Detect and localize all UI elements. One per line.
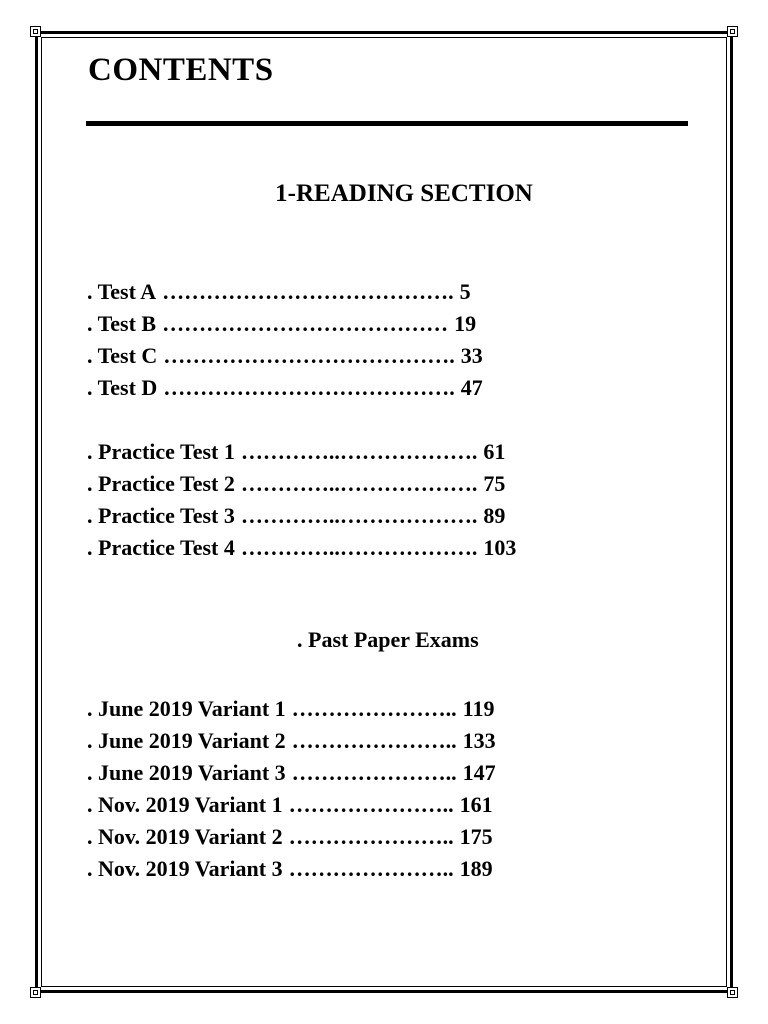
entry-label: . Test A [87,279,157,304]
entry-leader: ………………………………… [162,311,449,336]
entry-label: . June 2019 Variant 2 [87,728,286,753]
toc-entry [87,340,483,372]
corner-ornament-top-right [727,26,738,37]
entry-page: 5 [459,279,471,304]
tests-list [87,276,483,404]
entry-page: 47 [460,375,483,400]
toc-entry [87,853,496,885]
entry-label: . Test B [87,311,157,336]
entry-label: . Nov. 2019 Variant 1 [87,792,283,817]
practice-tests-list [87,436,516,564]
title-divider [86,121,688,126]
entry-label: . June 2019 Variant 3 [87,760,286,785]
entry-page: 161 [459,792,493,817]
entry-label: . Practice Test 2 [87,471,235,496]
past-papers-list [87,693,496,885]
entry-page: 19 [454,311,477,336]
entry-page: 147 [462,760,496,785]
entry-label: . Practice Test 4 [87,535,235,560]
toc-entry [87,757,496,789]
entry-page: 75 [483,471,506,496]
entry-leader: …………..………………. [240,535,478,560]
toc-entry [87,693,496,725]
page-title: CONTENTS [88,52,274,88]
entry-page: 119 [462,696,495,721]
entry-label: . Test D [87,375,158,400]
entry-leader: …………..………………. [240,503,478,528]
entry-label: . June 2019 Variant 1 [87,696,286,721]
toc-entry [87,789,496,821]
entry-label: . Nov. 2019 Variant 2 [87,824,283,849]
toc-entry [87,500,516,532]
entry-leader: …………..………………. [240,471,478,496]
entry-leader: …………………………………. [162,279,454,304]
toc-entry [87,276,483,308]
entry-page: 133 [462,728,496,753]
corner-ornament-bottom-left [30,987,41,998]
entry-leader: ………………….. [291,760,457,785]
corner-ornament-top-left [30,26,41,37]
entry-leader: …………..………………. [240,439,478,464]
entry-page: 175 [459,824,493,849]
section-heading: 1-READING SECTION [275,180,533,207]
entry-page: 33 [460,343,483,368]
entry-label: . Practice Test 1 [87,439,235,464]
entry-leader: ………………….. [288,856,454,881]
toc-entry [87,436,516,468]
entry-label: . Practice Test 3 [87,503,235,528]
toc-entry [87,308,483,340]
entry-leader: ………………….. [288,792,454,817]
entry-page: 103 [483,535,517,560]
entry-page: 61 [483,439,506,464]
toc-entry [87,468,516,500]
entry-leader: …………………………………. [163,375,455,400]
toc-entry [87,532,516,564]
entry-page: 89 [483,503,506,528]
entry-leader: ………………….. [291,696,457,721]
toc-entry [87,821,496,853]
toc-entry [87,725,496,757]
entry-page: 189 [459,856,493,881]
entry-leader: ………………….. [291,728,457,753]
entry-label: . Nov. 2019 Variant 3 [87,856,283,881]
entry-label: . Test C [87,343,158,368]
corner-ornament-bottom-right [727,987,738,998]
entry-leader: ………………….. [288,824,454,849]
past-papers-heading: . Past Paper Exams [297,627,479,652]
entry-leader: …………………………………. [163,343,455,368]
toc-entry [87,372,483,404]
